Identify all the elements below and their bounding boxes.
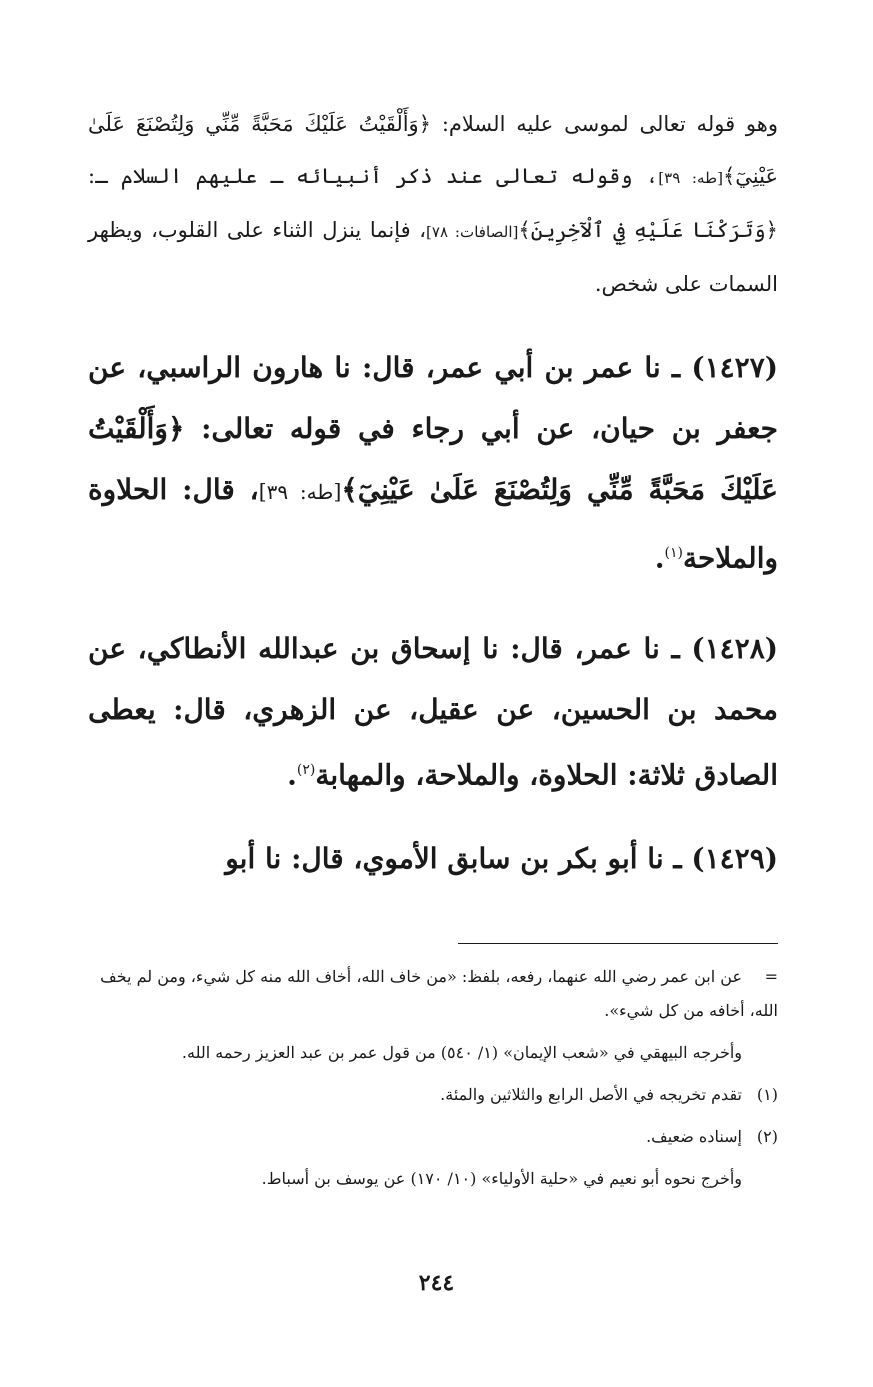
footnote-1 [88,1078,778,1112]
narration-text: ـ نا عمر بن أبي عمر، قال: نا هارون الراسبي، عن جعفر بن حيان، عن أبي رجاء في قوله تعالى: [88,351,778,445]
narration-text: ـ نا أبو بكر بن سابق الأموي، قال: نا أبو [225,842,692,875]
intro-text-2: ، وقوله تعالى عند ذكر أنبيائه ـ عليهم السلام ـ: [88,164,659,188]
footnote-2-text: إسناده ضعيف. [646,1127,742,1146]
narration-number: (١٤٢٧) [691,351,778,384]
footnote-2-text-2: وأخرج نحوه أبو نعيم في «حلية الأولياء» (١٠/ ١٧٠) عن يوسف بن أسباط. [261,1169,742,1188]
verse-citation-taha: [طه: ٣٩] [658,169,723,187]
verse-citation-saffat: [الصافات: ٧٨] [426,223,519,241]
footnote-ref-2[interactable]: (٢) [296,762,316,778]
quran-verse-saffat: ﴿وَتَرَكْنَا عَلَيْهِ فِي ٱلْآخِرِينَ﴾ [518,218,778,242]
footnote-1-text: تقدم تخريجه في الأصل الرابع والثلاثين والمئة. [440,1085,742,1104]
footnote-2-continuation [88,1162,778,1196]
footnote-continuation-text-2: وأخرجه البيهقي في «شعب الإيمان» (١/ ٥٤٠) من قول عمر بن عبد العزيز رحمه الله. [181,1043,742,1062]
footnote-continuation [88,960,778,1028]
intro-paragraph [88,98,778,310]
quran-verse-taha: ﴿وَأَلْقَيْتُ عَلَيْكَ مَحَبَّةً مِّنِّي وَلِتُصْنَعَ عَلَىٰ عَيْنِيٓ﴾ [88,112,779,188]
intro-text-3: ، فإنما ينزل الثناء على القلوب، ويظهر السمات على شخص. [88,218,778,296]
continuation-mark: = [764,967,778,986]
narration-1429 [88,828,778,889]
footnote-1-mark: (١) [756,1085,778,1104]
narration-number: (١٤٢٩) [691,842,778,875]
narration-end: . [287,758,297,792]
verse-citation: [طه: ٣٩] [258,480,342,504]
footnote-continuation-text: عن ابن عمر رضي الله عنهما، رفعه، بلفظ: «من خاف الله، أخاف الله منه كل شيء، ومن لم يخف الله، أخافه من كل شيء». [100,967,778,1020]
footnote-ref-1[interactable]: (١) [664,545,683,561]
footnote-2 [88,1120,778,1154]
narration-number: (١٤٢٨) [691,632,778,665]
footnote-2-mark: (٢) [756,1127,778,1146]
footnote-divider [458,943,778,944]
narration-1428 [88,618,778,805]
footnotes-section [88,960,778,1204]
page-number: ٢٤٤ [418,1270,455,1296]
narration-1427 [88,337,778,588]
narration-text-2: ، قال: الحلاوة والملاحة [88,473,778,575]
quran-verse: ﴿وَأَلْقَيْتُ عَلَيْكَ مَحَبَّةً مِّنِّي وَلِتُصْنَعَ عَلَىٰ عَيْنِيٓ﴾ [88,412,778,506]
narration-text: ـ نا عمر، قال: نا إسحاق بن عبدالله الأنطاكي، عن محمد بن الحسين، عن عقيل، عن الزهري، قال: يعطى الصادق ثلاثة: الحلاوة، والملاحة، والمهابة [88,632,778,792]
narration-end: . [654,541,665,575]
intro-text-1: وهو قوله تعالى لموسى عليه السلام: [431,112,778,136]
footnote-continuation-2 [88,1036,778,1070]
